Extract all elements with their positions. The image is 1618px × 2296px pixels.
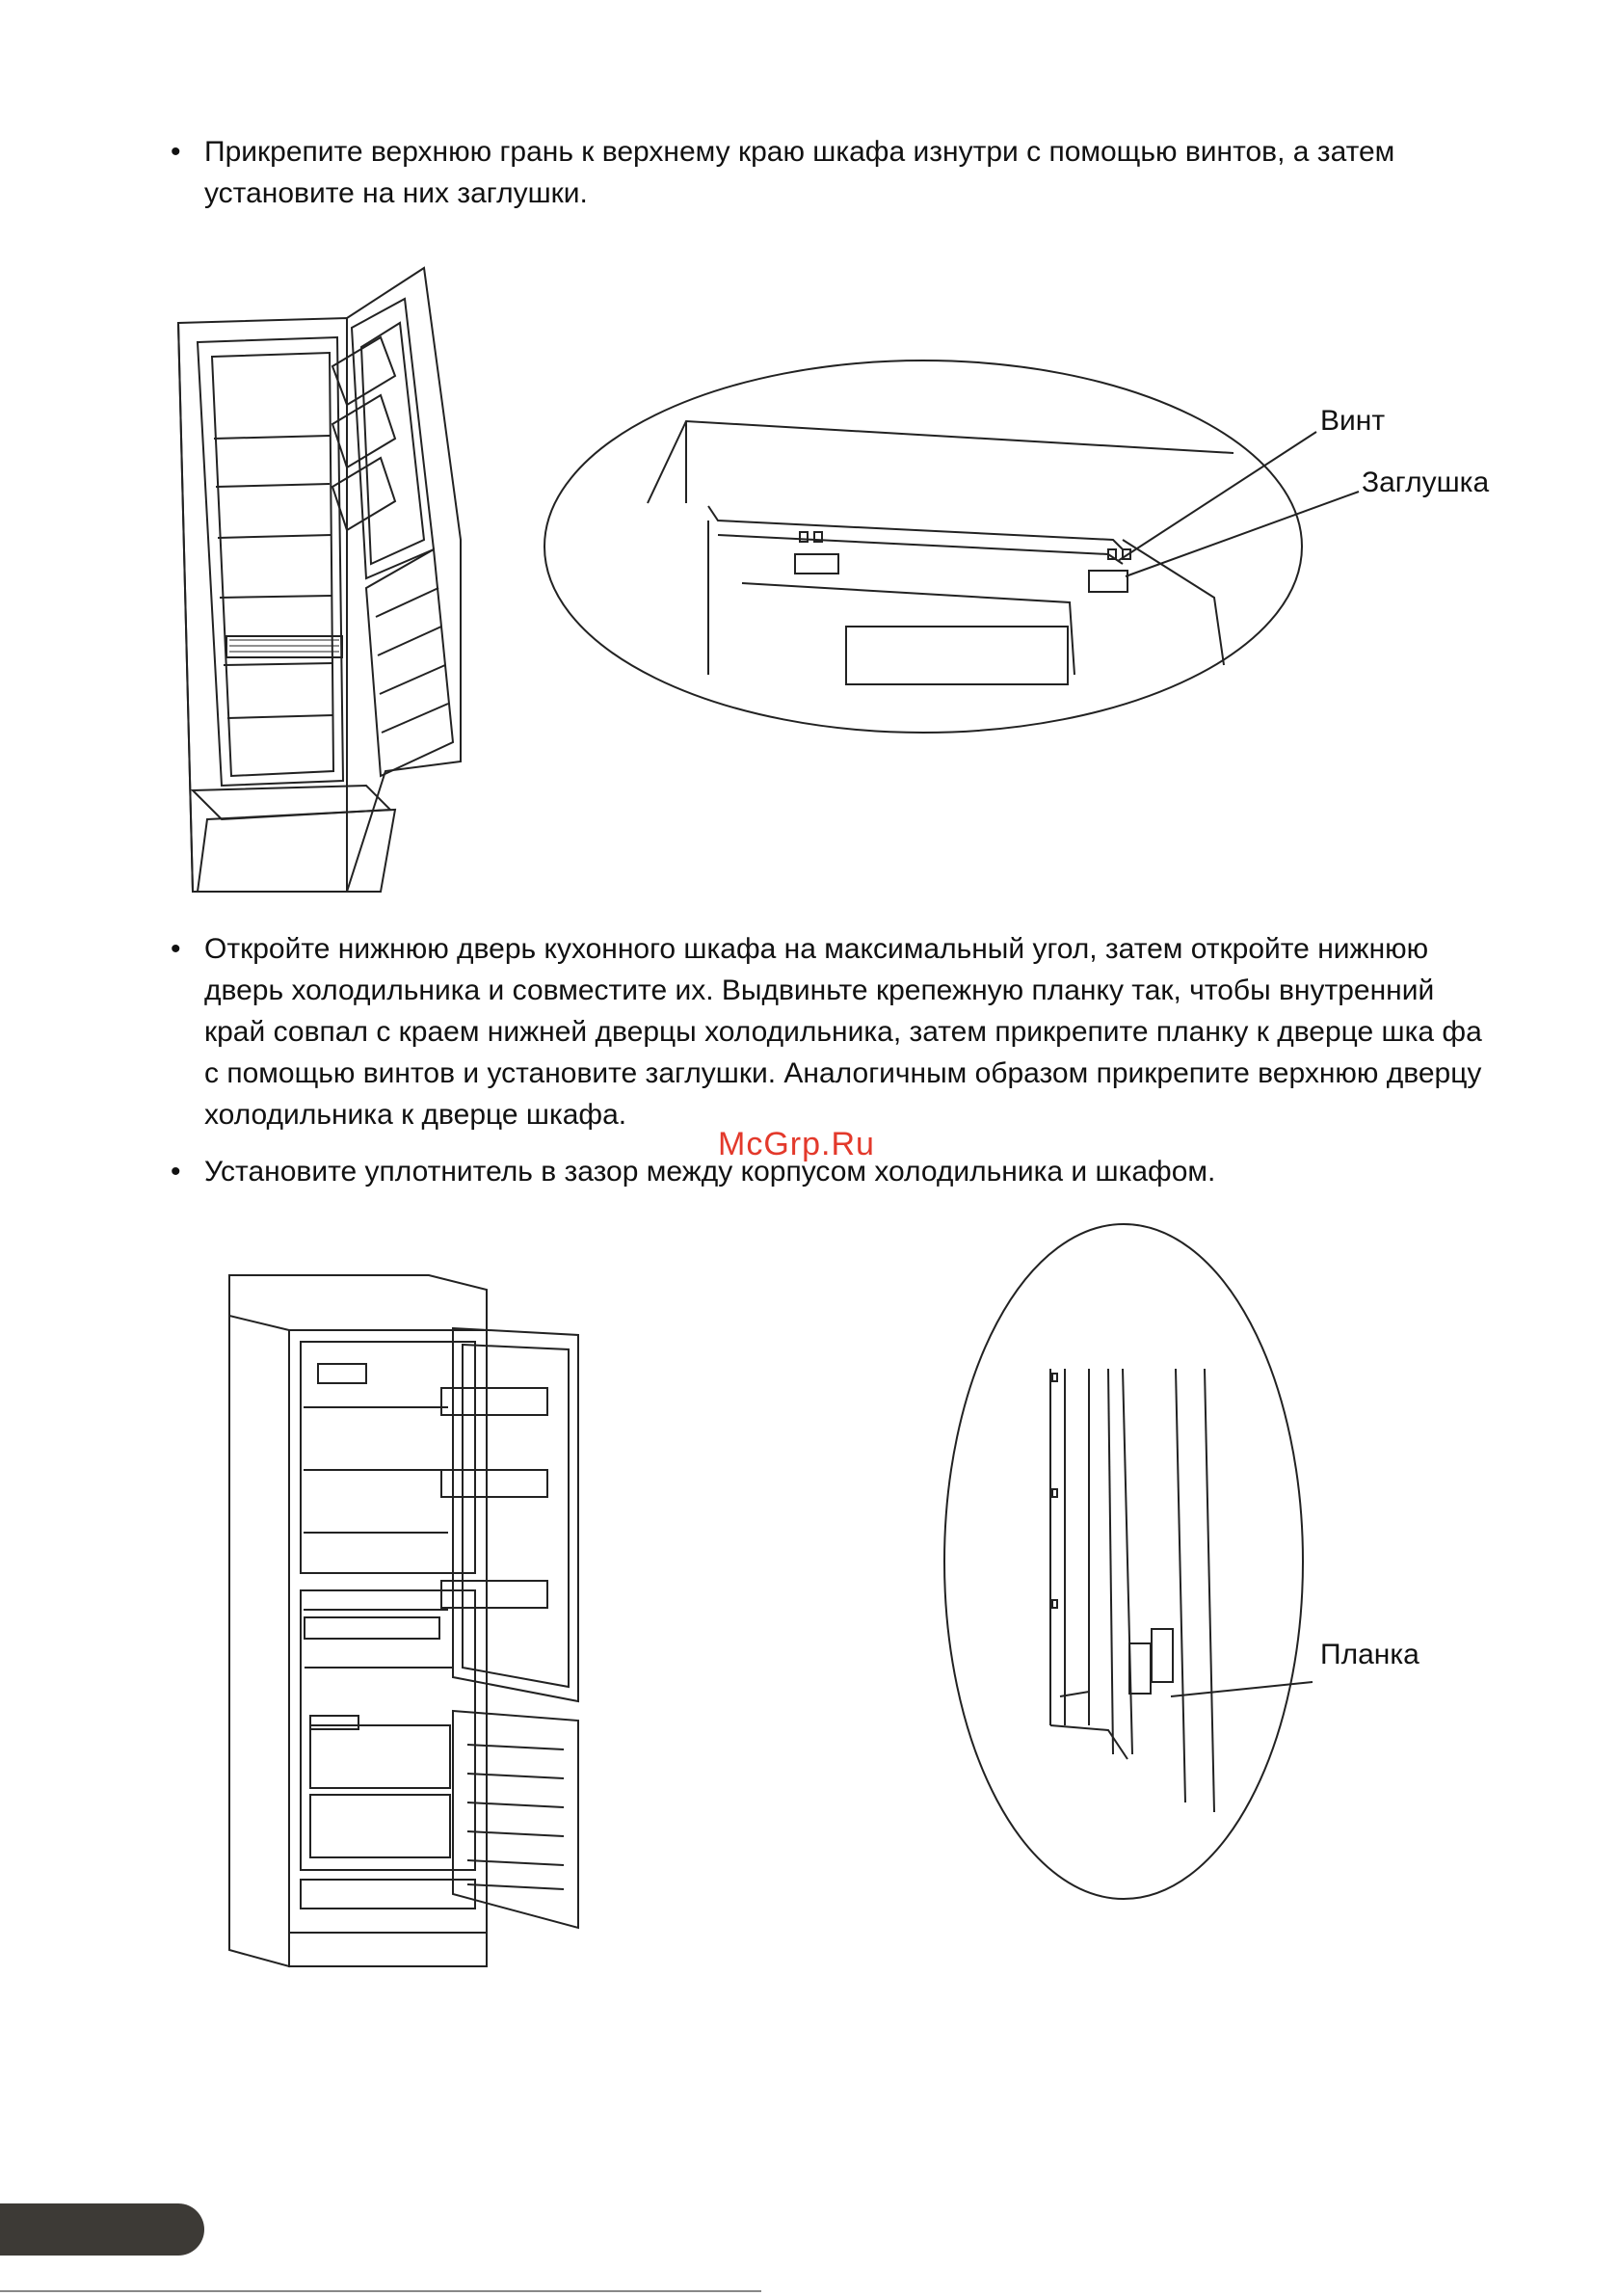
label-plug: Заглушка (1362, 467, 1490, 498)
bullet-icon: • (171, 933, 181, 965)
bullet-icon: • (171, 136, 181, 168)
fridge-open-full-illustration (229, 1275, 578, 1966)
page-number-tab (0, 2203, 204, 2256)
label-screw: Винт (1320, 405, 1386, 437)
zoom-detail-screw-plug (544, 360, 1359, 733)
instruction-2-text: Откройте нижнюю дверь кухонного шкафа на максимальный угол, затем откройте нижнюю дверь холодильника и совместите их. Выдвиньте крепежную планку так, чтобы внутренний край совпал с краем нижней дверцы холодильника, затем прикрепите планку к дверце шка фа с помощью винтов и установите заглушки. Аналогичным образом прикрепите верхнюю дверцу холодильника к дверце шкафа. (204, 933, 1482, 1131)
instruction-1-text: Прикрепите верхнюю грань к верхнему краю шкафа изнутри с помощью винтов, а затем установите на них заглушки. (204, 136, 1395, 209)
zoom-detail-bracket (944, 1224, 1313, 1899)
fridge-open-top-illustration (178, 268, 461, 892)
bullet-icon: • (171, 1156, 181, 1188)
label-bracket: Планка (1320, 1639, 1419, 1670)
instruction-3-text: Установите уплотнитель в зазор между корпусом холодильника и шкафом. (204, 1156, 1216, 1188)
watermark: McGrp.Ru (718, 1126, 875, 1162)
bottom-rule (0, 2290, 761, 2292)
